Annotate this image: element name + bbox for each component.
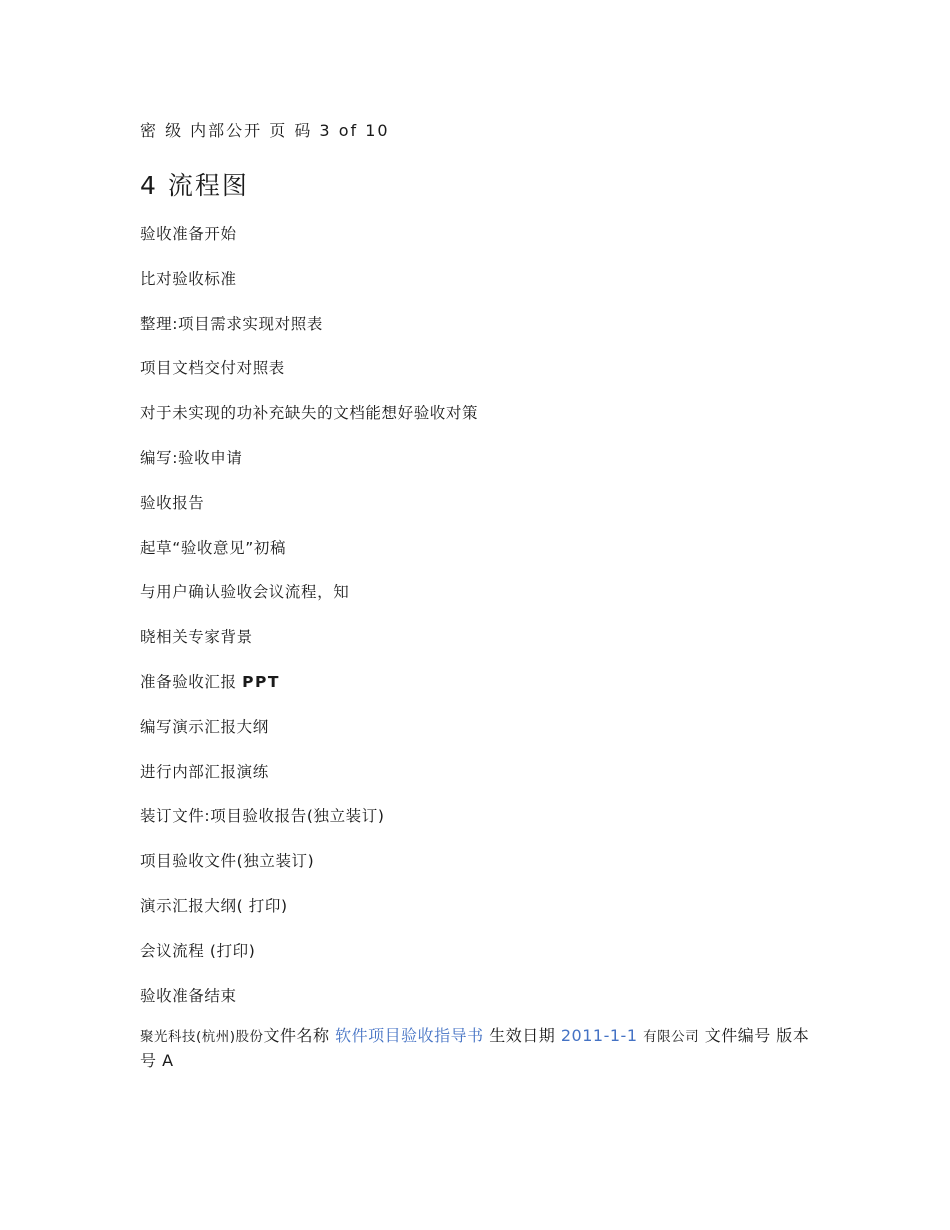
flow-step: 比对验收标准 [140,269,237,288]
flow-step: 演示汇报大纲( 打印) [140,896,288,915]
flow-step: 晓相关专家背景 [140,628,253,647]
flow-step: 验收准备结束 [140,986,237,1005]
section-title: 4 流程图 [140,171,249,200]
flow-step: 整理:项目需求实现对照表 [140,314,323,333]
effective-date-value: 2011-1-1 [560,1026,638,1045]
flow-step: 项目文档交付对照表 [140,359,285,378]
flow-step: 装订文件:项目验收报告(独立装订) [140,807,385,826]
flow-step-list [140,222,478,1028]
flow-step: 验收报告 [140,493,205,512]
file-name-value: 软件项目验收指导书 [335,1026,484,1045]
company-name-part-1: 聚光科技(杭州)股份 [140,1029,264,1045]
flow-step: 与用户确认验收会议流程，知 [140,583,350,602]
flow-step: 准备验收汇报 PPT [140,672,280,691]
flow-step: 项目验收文件(独立装订) [140,852,315,871]
ppt-label: PPT [242,672,280,691]
company-name-part-2: 有限公司 [643,1029,700,1045]
flow-step: 进行内部汇报演练 [140,762,269,781]
effective-date-label: 生效日期 [489,1026,556,1045]
version-value: A [162,1051,174,1070]
flow-step: 对于未实现的功补充缺失的文档能想好验收对策 [140,404,479,423]
version-label: 版本号 [140,1026,810,1070]
flow-step: 起草“验收意见”初稿 [140,538,287,557]
file-number-label: 文件编号 [704,1026,771,1045]
flow-step: 验收准备开始 [140,225,237,243]
flow-step: 会议流程 (打印) [140,941,256,960]
flow-step: 编写演示汇报大纲 [140,717,269,736]
page-header: 密 级 内部公开 页 码 3 of 10 [140,121,390,140]
flow-step: 编写:验收申请 [140,448,243,467]
document-footer [140,1024,820,1073]
file-name-label: 文件名称 [263,1026,330,1045]
